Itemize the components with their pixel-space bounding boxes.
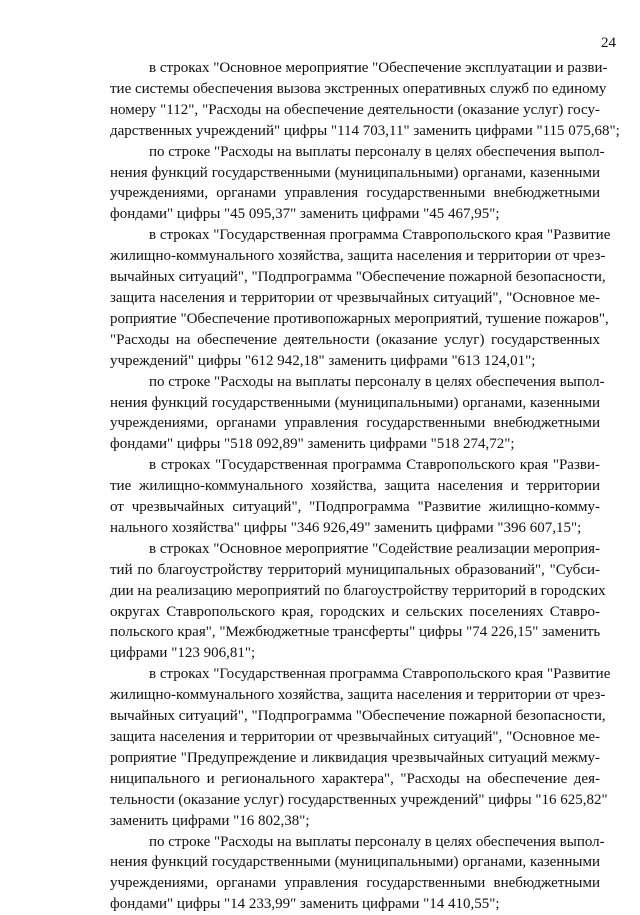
- text-line: номеру "112", "Расходы на обеспечение деятельности (оказание услуг) госу-: [110, 101, 600, 118]
- paragraph-112-system: [110, 58, 620, 142]
- text-line: защита населения и территории от чрезвычайных ситуаций", "Основное ме-: [110, 729, 600, 745]
- text-line: вычайных ситуаций", "Подпрограмма "Обеспечение пожарной безопасности,: [110, 269, 606, 286]
- text-line: в строках "Государственная программа Ставропольского края "Разви-: [149, 457, 600, 474]
- text-line: учреждений" цифры "612 942,18" заменить цифрами "613 124,01";: [110, 352, 536, 369]
- page-number: 24: [601, 35, 616, 51]
- text-line: по строке "Расходы на выплаты персоналу в целях обеспечения выпол-: [149, 373, 605, 390]
- text-line: нения функций государственными (муниципальными) органами, казенными: [110, 394, 600, 411]
- text-line: дарственных учреждений" цифры "114 703,11" заменить цифрами "115 075,68";: [110, 122, 620, 139]
- text-line: "Расходы на обеспечение деятельности (оказание услуг) государственных: [110, 331, 600, 348]
- text-line: учреждениями, органами управления государственными внебюджетными: [110, 875, 600, 892]
- text-line: дии на реализацию мероприятий по благоустройству территорий в городских: [110, 582, 606, 599]
- text-line: ниципального и регионального характера", "Расходы на обеспечение дея-: [110, 770, 600, 787]
- text-line: фондами" цифры "14 233,99" заменить цифрами "14 410,55";: [110, 896, 500, 913]
- text-line: тие жилищно-коммунального хозяйства, защита населения и территории: [110, 478, 600, 495]
- paragraph-emergency-prevention: [110, 664, 611, 831]
- text-line: по строке "Расходы на выплаты персоналу в целях обеспечения выпол-: [149, 143, 605, 160]
- text-line: в строках "Государственная программа Ставропольского края "Развитие: [149, 666, 611, 683]
- text-line: по строке "Расходы на выплаты персоналу в целях обеспечения выпол-: [149, 833, 605, 850]
- paragraph-fire-safety: [110, 225, 611, 371]
- text-line: нального хозяйства" цифры "346 926,49" заменить цифрами "396 607,15";: [110, 519, 582, 536]
- text-line: роприятие "Предупреждение и ликвидация чрезвычайных ситуаций межму-: [110, 749, 600, 766]
- paragraph-personnel-3: [110, 832, 605, 915]
- text-line: фондами" цифры "518 092,89" заменить цифрами "518 274,72";: [110, 436, 515, 453]
- text-line: роприятие "Обеспечение противопожарных мероприятий, тушение пожаров",: [110, 310, 609, 327]
- text-line: учреждениями, органами управления государственными внебюджетными: [110, 185, 600, 202]
- text-line: фондами" цифры "45 095,37" заменить цифрами "45 467,95";: [110, 206, 500, 223]
- text-line: тельности (оказание услуг) государственных учреждений" цифры "16 625,82": [110, 791, 608, 808]
- text-line: тие системы обеспечения вызова экстренных оперативных служб по единому: [110, 80, 607, 97]
- paragraph-housing-utilities: [110, 455, 600, 539]
- text-line: округах Ставропольского края, городских и сельских поселениях Ставро-: [110, 603, 600, 620]
- document-body: [110, 58, 620, 915]
- text-line: вычайных ситуаций", "Подпрограмма "Обеспечение пожарной безопасности,: [110, 708, 606, 725]
- text-line: от чрезвычайных ситуаций", "Подпрограмма "Развитие жилищно-комму-: [110, 499, 600, 516]
- text-line: нения функций государственными (муниципальными) органами, казенными: [110, 854, 600, 871]
- text-line: цифрами "123 906,81";: [110, 645, 256, 662]
- text-line: польского края", "Межбюджетные трансферты" цифры "74 226,15" заменить: [110, 624, 601, 641]
- paragraph-personnel-1: [110, 142, 605, 226]
- paragraph-improvement-subsidies: [110, 539, 606, 664]
- text-line: защита населения и территории от чрезвычайных ситуаций", "Основное ме-: [110, 289, 600, 306]
- text-line: в строках "Государственная программа Ставропольского края "Развитие: [149, 227, 611, 244]
- text-line: заменить цифрами "16 802,38";: [110, 812, 310, 829]
- text-line: в строках "Основное мероприятие "Обеспечение эксплуатации и разви-: [149, 60, 608, 76]
- text-line: тий по благоустройству территорий муниципальных образований", "Субси-: [110, 561, 600, 578]
- text-line: учреждениями, органами управления государственными внебюджетными: [110, 415, 600, 432]
- text-line: жилищно-коммунального хозяйства, защита населения и территории от чрез-: [110, 248, 606, 265]
- text-line: в строках "Основное мероприятие "Содействие реализации мероприя-: [149, 540, 601, 557]
- text-line: нения функций государственными (муниципальными) органами, казенными: [110, 164, 600, 181]
- text-line: жилищно-коммунального хозяйства, защита населения и территории от чрез-: [110, 687, 606, 704]
- paragraph-personnel-2: [110, 372, 605, 456]
